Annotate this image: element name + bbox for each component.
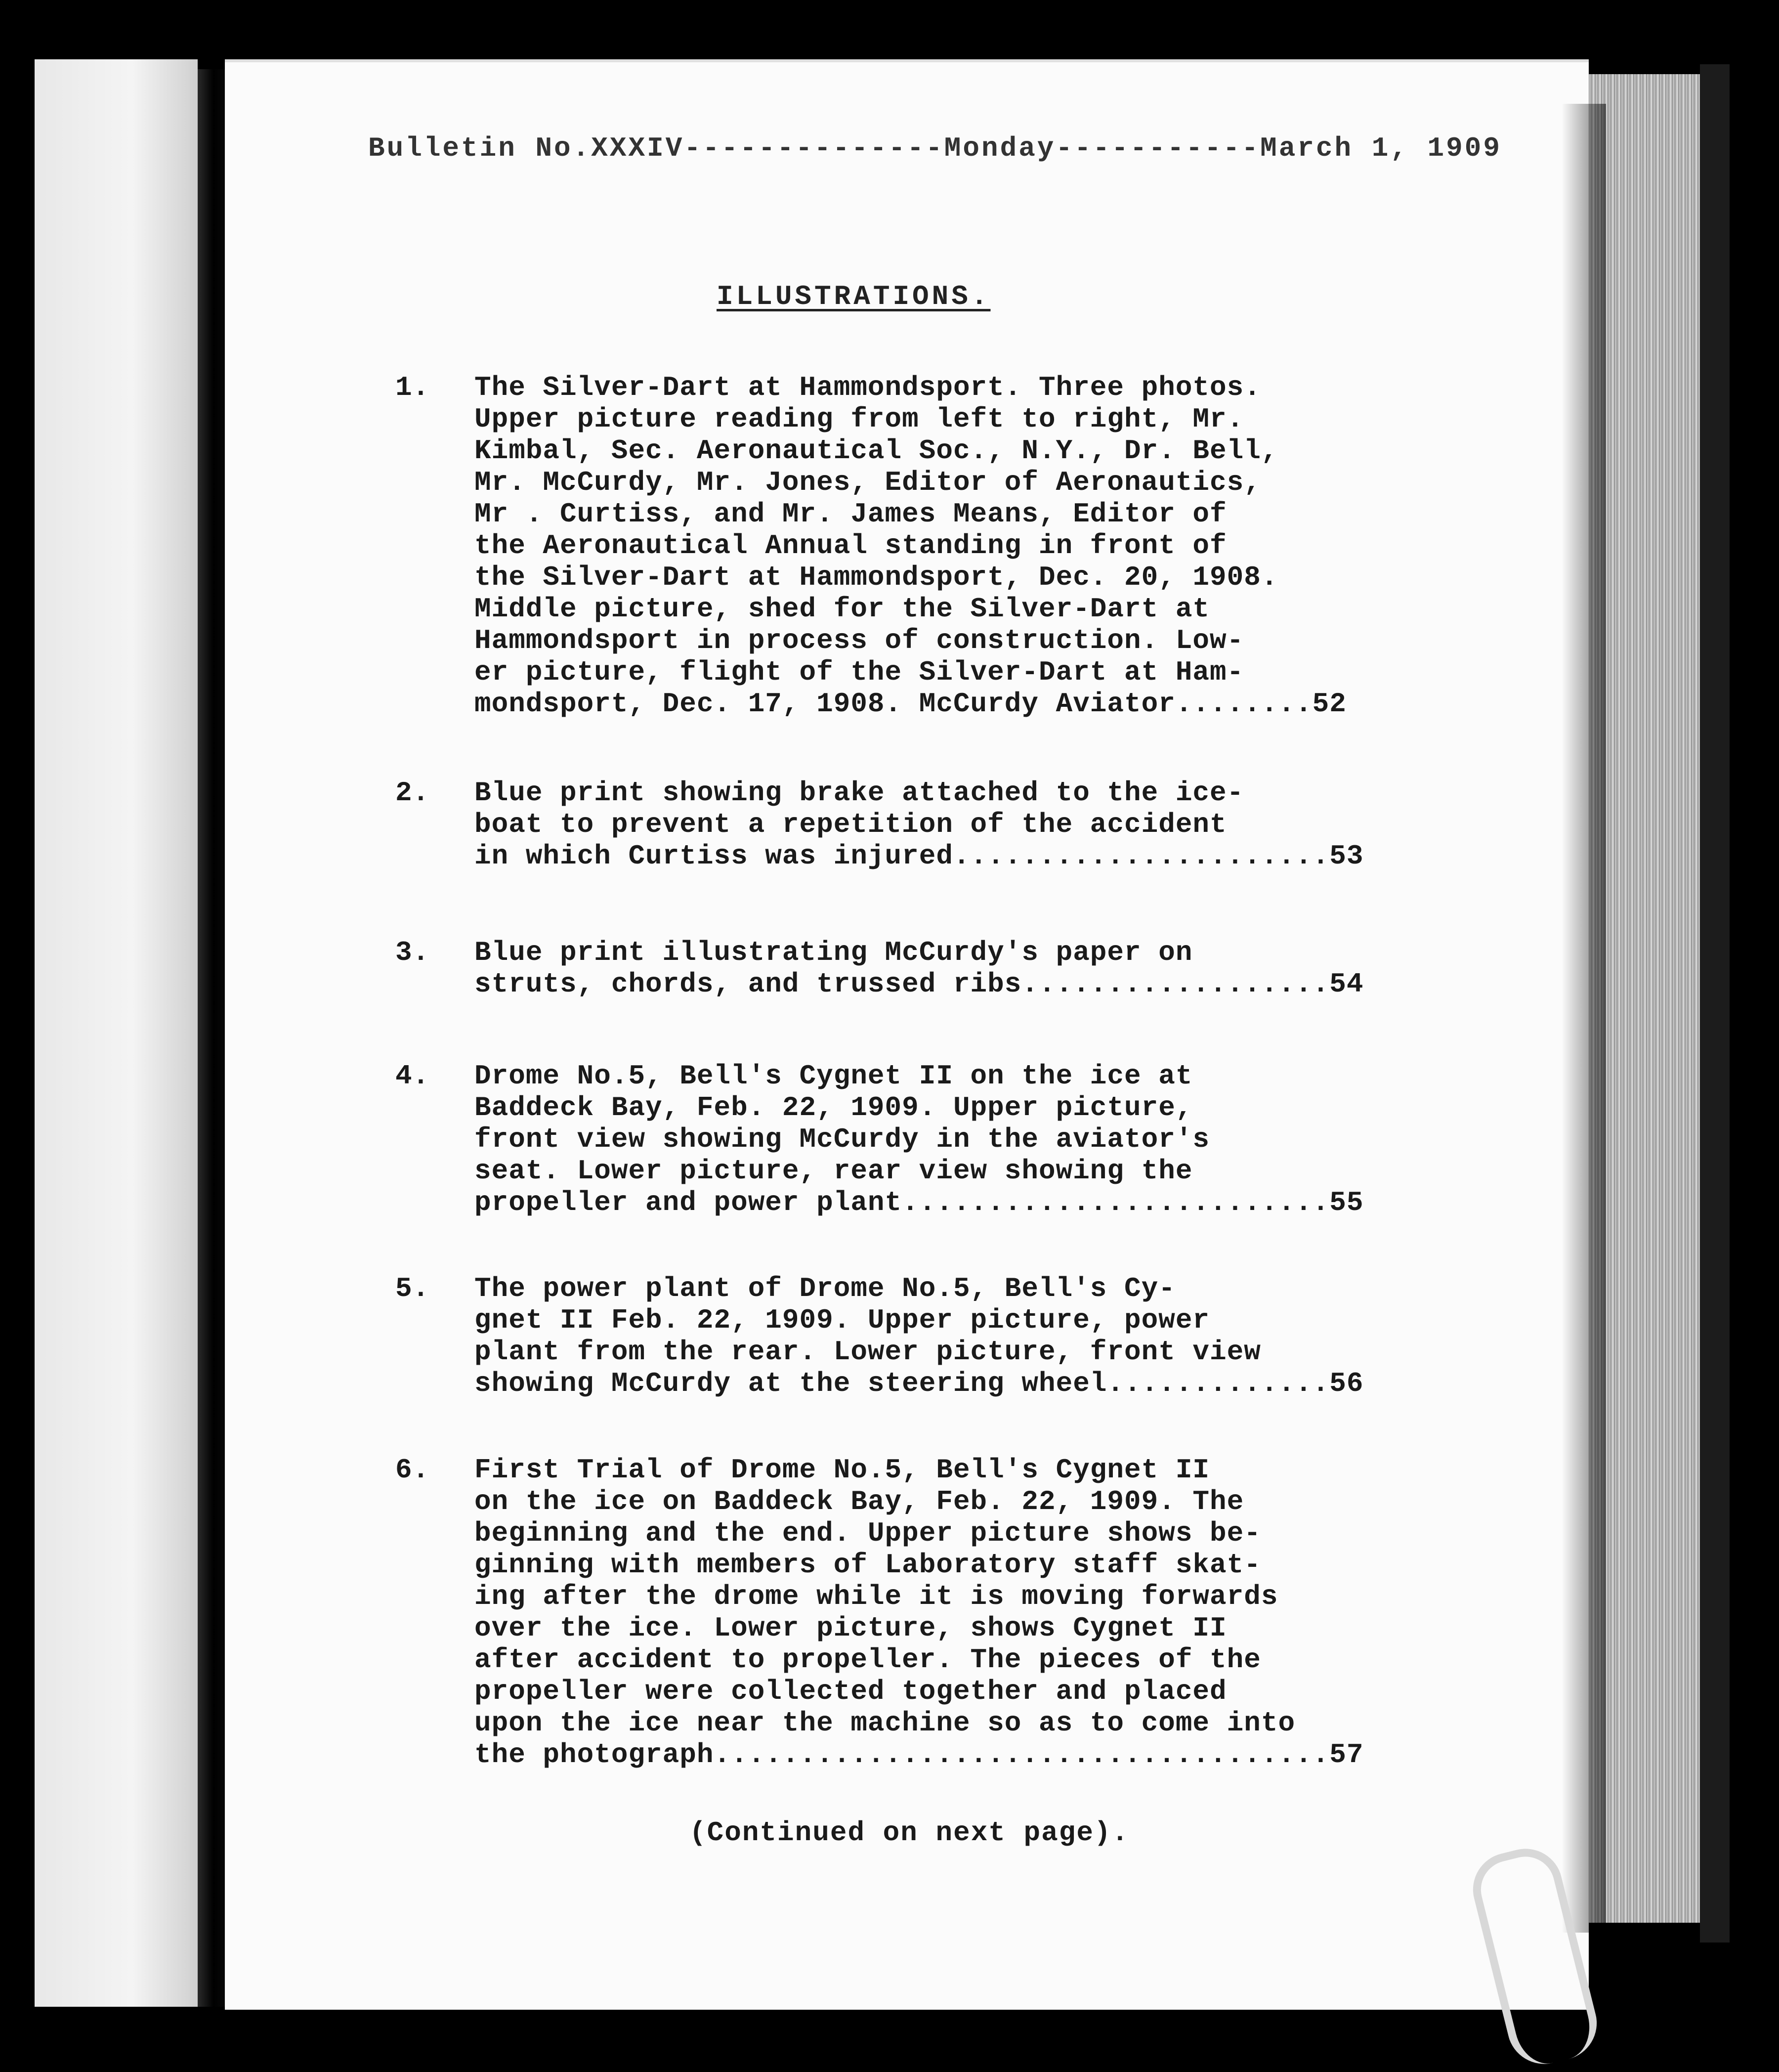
entry-text	[474, 1454, 1458, 1770]
entry-line: struts, chords, and trussed ribs..................54	[474, 968, 1364, 1000]
facing-page-edge	[35, 59, 198, 2007]
entry-line: Drome No.5, Bell's Cygnet II on the ice at	[474, 1060, 1193, 1092]
entry-line: Kimbal, Sec. Aeronautical Soc., N.Y., Dr. Bell,	[474, 435, 1278, 467]
entry-number: 2.	[395, 777, 430, 809]
header-separator: -----------	[1056, 132, 1261, 164]
entry-line: Hammondsport in process of construction. Low-	[474, 625, 1244, 656]
entry-number: 3.	[395, 937, 430, 968]
entry-line: er picture, flight of the Silver-Dart at Ham-	[474, 656, 1244, 688]
entry-line: boat to prevent a repetition of the accident	[474, 809, 1227, 840]
entry-line: after accident to propeller. The pieces of the	[474, 1644, 1261, 1676]
entry-text	[474, 777, 1458, 872]
entry-line: on the ice on Baddeck Bay, Feb. 22, 1909. The	[474, 1486, 1244, 1517]
entry-line: Baddeck Bay, Feb. 22, 1909. Upper picture,	[474, 1092, 1193, 1123]
entry-line: The power plant of Drome No.5, Bell's Cy-	[474, 1273, 1176, 1304]
entry-line: plant from the rear. Lower picture, front view	[474, 1336, 1261, 1368]
entry-line: Blue print illustrating McCurdy's paper on	[474, 937, 1193, 968]
entry-line: The Silver-Dart at Hammondsport. Three photos.	[474, 372, 1261, 403]
entry-line: seat. Lower picture, rear view showing the	[474, 1155, 1193, 1187]
entry-line: propeller were collected together and placed	[474, 1676, 1227, 1707]
entry-line: over the ice. Lower picture, shows Cygnet II	[474, 1612, 1227, 1644]
entry-text	[474, 1273, 1458, 1399]
header-separator: --------------	[684, 132, 944, 164]
entry-line: Mr. McCurdy, Mr. Jones, Editor of Aeronautics,	[474, 467, 1261, 498]
entry-line: the Aeronautical Annual standing in front of	[474, 530, 1227, 561]
entry-number: 6.	[395, 1454, 430, 1486]
entry-line: beginning and the end. Upper picture shows be-	[474, 1517, 1261, 1549]
entry-number: 1.	[395, 372, 430, 403]
entry-line: the Silver-Dart at Hammondsport, Dec. 20, 1908.	[474, 561, 1278, 593]
page-shadow	[1562, 104, 1606, 1933]
entry-line: ginning with members of Laboratory staff skat-	[474, 1549, 1261, 1581]
entry-number: 5.	[395, 1273, 430, 1304]
entry-line: upon the ice near the machine so as to come into	[474, 1707, 1296, 1739]
entry-line: the photograph....................................57	[474, 1739, 1364, 1770]
entry-line: Upper picture reading from left to right, Mr.	[474, 403, 1244, 435]
entry-line: Mr . Curtiss, and Mr. James Means, Editor of	[474, 498, 1227, 530]
entry-line: front view showing McCurdy in the aviator's	[474, 1123, 1210, 1155]
entry-line: mondsport, Dec. 17, 1908. McCurdy Aviator........52	[474, 688, 1347, 720]
entry-line: First Trial of Drome No.5, Bell's Cygnet II	[474, 1454, 1210, 1486]
page-title: ILLUSTRATIONS.	[717, 281, 991, 312]
entry-line: Middle picture, shed for the Silver-Dart at	[474, 593, 1210, 625]
entry-line: in which Curtiss was injured......................53	[474, 840, 1364, 872]
entry-line: ing after the drome while it is moving forwards	[474, 1581, 1278, 1612]
entry-number: 4.	[395, 1060, 430, 1092]
continued-note: (Continued on next page).	[689, 1817, 1130, 1849]
book-cover-edge	[1700, 64, 1730, 1942]
entry-line: showing McCurdy at the steering wheel.............56	[474, 1368, 1364, 1399]
entry-line: propeller and power plant.........................55	[474, 1187, 1364, 1218]
bulletin-header	[368, 132, 1502, 164]
entry-line: Blue print showing brake attached to the ice-	[474, 777, 1244, 809]
bulletin-date: March 1, 1909	[1260, 132, 1502, 164]
bulletin-number: Bulletin No.XXXIV	[368, 132, 684, 164]
entry-text	[474, 372, 1458, 720]
entry-text	[474, 937, 1458, 1000]
entry-text	[474, 1060, 1458, 1218]
entry-line: gnet II Feb. 22, 1909. Upper picture, power	[474, 1304, 1210, 1336]
bulletin-day: Monday	[944, 132, 1056, 164]
